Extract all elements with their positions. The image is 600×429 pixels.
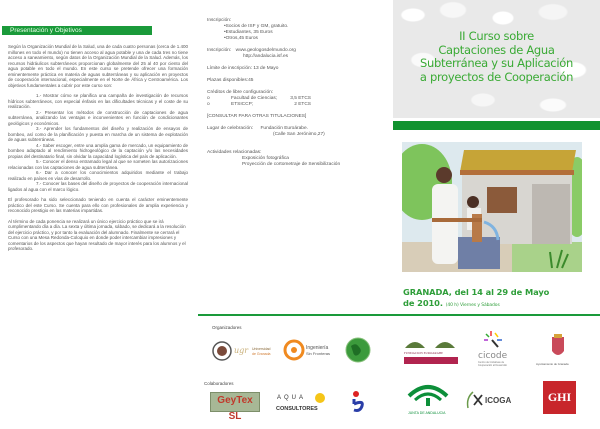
info-panel bbox=[200, 0, 395, 429]
objective-3: 3.- Aprender los fundamentos del diseño y realización de ensayos de bombeo, así como de la planificación y puesta en marcha de un sistema de explotación de aguas subterráneas. bbox=[8, 126, 188, 142]
svg-text:ugr: ugr bbox=[234, 346, 249, 355]
logo-aqua-consultores bbox=[275, 390, 327, 414]
logo-universidad-granada bbox=[212, 340, 274, 362]
objective-5: 5.- Conocer el denso entramado legal al que se someten las autorizaciones relacionadas con las captaciones de agua subterránea. bbox=[8, 159, 188, 170]
activity-short-film: Proyección de cortometraje de Sensibilización bbox=[242, 162, 341, 167]
organizers-label: Organizadores bbox=[212, 325, 242, 330]
logo-fundacion-euroarabe bbox=[402, 334, 460, 368]
svg-text:Sin Fronteras: Sin Fronteras bbox=[306, 351, 331, 356]
credits-label: Créditos de libre configuración: bbox=[207, 90, 274, 95]
svg-text:Universidad: Universidad bbox=[252, 347, 271, 351]
logo-ingenieria-sin-fronteras bbox=[283, 338, 333, 362]
faculty-paragraph: El profesorado ha sido seleccionado teniendo en cuenta el carácter eminentemente práctico del este Curso. Se cuenta para ello con profesionales de amplia experiencia y reconocido prestigio en las materias impartidas. bbox=[8, 197, 188, 213]
water-pump-illustration bbox=[402, 142, 582, 272]
venue-address: (Calle San Jerónimo,27) bbox=[273, 132, 325, 137]
registration-link-isf[interactable]: http://andalucia.isf.es bbox=[243, 54, 289, 59]
svg-text:cicode: cicode bbox=[478, 351, 508, 361]
logo-icoga bbox=[465, 388, 527, 414]
credit-row-etsiccp: o ETSICCP; 2 ETCS bbox=[207, 102, 311, 107]
logo-ghi: GHI bbox=[543, 381, 576, 414]
svg-text:Ingeniería: Ingeniería bbox=[306, 345, 329, 351]
logo-geytex: GeyTex SL bbox=[210, 392, 260, 412]
presentation-panel bbox=[0, 0, 200, 429]
logo-cicode bbox=[476, 327, 520, 371]
registration-deadline: Límite de inscripción: 13 de Mayo bbox=[207, 66, 279, 71]
presentation-text bbox=[8, 44, 188, 252]
collaborators-label: Colaboradores bbox=[204, 381, 234, 386]
green-divider bbox=[198, 314, 600, 316]
intro-paragraph: Según la Organización Mundial de la Salud, una de cada cuatro personas (cerca de 1.400 millones en todo el mundo) no tienen acceso al agua potable y una de cada tres no tiene acceso a saneamiento, según datos de la Organización Mundial de la Salud. Además, los recursos hidráulicos subterráneos proporcionan globalmente del 25 al 40 por ciento del agua potable en todo el mundo. En este curso se pretende ofrecer una formación eminentemente práctica en materia de aguas subterráneas y su aplicación en proyectos de cooperación internacional, especialmente en el Norte de África y Centroamérica. Los objetivos fundamentales a cubrir por este curso son: bbox=[8, 44, 188, 88]
objective-7: 7.- Conocer las bases del diseño de proyectos de cooperación internacional ligados al agua con el marco lógico. bbox=[8, 181, 188, 192]
fee-others: •Otros,45 Euros bbox=[224, 36, 258, 41]
fee-members: •Socios de ISF y GM, gratuito. bbox=[224, 24, 289, 29]
objective-6: 6.- Dar a conocer los conocimientos adquiridos mediante el trabajo realizado en países en vías de desarrollo. bbox=[8, 170, 188, 181]
course-title: II Curso sobre Captaciones de Agua Subterránea y su Aplicación a proyectos de Cooperación bbox=[419, 29, 574, 84]
objective-4: 4.- Saber escoger, entre una amplia gama de mercado, un equipamiento de bombeo adaptado al rendimiento hidrogeológico de la captación y/o las necesidades propias del destinatario final, sin olvidar la capacidad logística del país de aplicación. bbox=[8, 142, 188, 159]
consult-notice: [CONSULTAR PARA OTRAS TITULACIONES] bbox=[207, 114, 307, 119]
green-band bbox=[393, 121, 600, 130]
objective-2: 2.- Presentar los métodos de construcción de captaciones de agua subterránea, analizando las ventajas e inconvenientes en función de condicionantes geológicos y económicos. bbox=[8, 109, 188, 126]
activity-photo-exhibition: Exposición fotográfica bbox=[242, 156, 289, 161]
logo-igs bbox=[350, 390, 368, 416]
fee-students: •Estudiantes, 35 Euros bbox=[224, 30, 273, 35]
svg-text:Centro de Iniciativas de: Centro de Iniciativas de bbox=[478, 361, 505, 364]
logo-geologos-del-mundo bbox=[345, 337, 371, 363]
logo-ayuntamiento-granada bbox=[533, 333, 583, 367]
svg-text:de Granada: de Granada bbox=[252, 352, 271, 356]
svg-text:FUNDACION EUROARABE: FUNDACION EUROARABE bbox=[404, 351, 444, 355]
section-heading-presentation: Presentación y Objetivos bbox=[2, 26, 152, 35]
objective-1: 1.- Mostrar cómo se planifica una campaña de investigación de recursos hídricos subterráneos, con especial énfasis en las dificultades técnicas y el coste de su realización. bbox=[8, 93, 188, 109]
event-duration-note: (40 h) Viernes y Sábados bbox=[445, 303, 500, 308]
svg-text:AQUA: AQUA bbox=[277, 395, 307, 401]
credit-row-ciencias: o Facultad de Ciencias; 3,5 ETCS bbox=[207, 96, 311, 101]
activities-label: Actividades relacionadas: bbox=[207, 150, 262, 155]
svg-text:JUNTA DE ANDALUCIA: JUNTA DE ANDALUCIA bbox=[408, 411, 446, 415]
svg-text:ICOGA: ICOGA bbox=[485, 396, 512, 405]
closing-paragraph: Al término de cada ponencia se realizará un único ejercicio práctico que se irá cumplimentando día a día. La sexta y última jornada, sábado, se dedicará a la resolución del ejercicio práctico, y por tanto la evaluación del alumnado. Finalmente se cerrará el Curso con una Mesa Redonda-Coloquio en donde poder intercambiar impresiones y comentarios de los aspectos que hayan resultado de mayor interés para los alumnos y el profesorado. bbox=[8, 218, 186, 251]
svg-text:Ayuntamiento de Granada: Ayuntamiento de Granada bbox=[536, 362, 569, 366]
registration-web-label: Inscripción: bbox=[207, 48, 232, 53]
venue-label: Lugar de celebración: bbox=[207, 126, 254, 131]
svg-text:Cooperación al Desarrollo: Cooperación al Desarrollo bbox=[478, 364, 507, 367]
registration-label: Inscripción: bbox=[207, 18, 232, 23]
venue-name: Fundación Euroárabe. bbox=[260, 126, 308, 131]
registration-link-geologos[interactable]: www.geologosdelmundo.org bbox=[235, 48, 296, 53]
svg-text:CONSULTORES: CONSULTORES bbox=[276, 406, 318, 412]
event-dates: GRANADA, del 14 al 29 de Mayo de 2010. (40 h) Viernes y Sábados bbox=[403, 287, 550, 308]
logo-junta-andalucia bbox=[403, 378, 453, 416]
available-places: Plazas disponibles:45 bbox=[207, 78, 254, 83]
